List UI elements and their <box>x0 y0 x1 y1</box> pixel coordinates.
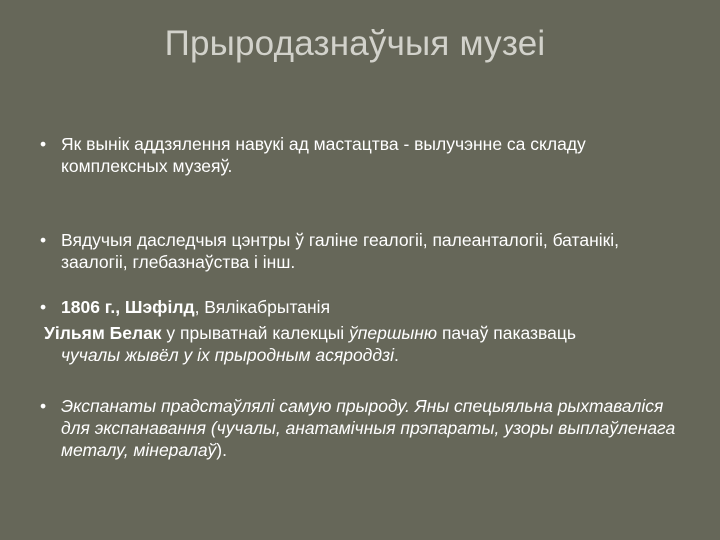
bullet-dot: • <box>40 396 47 416</box>
country-text: , Вялікабрытанія <box>194 297 331 317</box>
paragraph-continuation <box>44 344 694 366</box>
paragraph-text: у прыватнай калекцыі <box>161 323 350 343</box>
bold-person-name: Уільям Белак <box>44 323 162 343</box>
italic-text: чучалы жывёл у іх прыродным асяроддзі <box>61 345 395 365</box>
bullet-text: Як вынік аддзялення навукі ад мастацтва - вылучэнне са складу комплексных музеяў. <box>61 134 586 176</box>
italic-text: ўпершыню <box>349 323 438 343</box>
slide-title: Прыродазнаўчыя музеі <box>164 24 546 63</box>
paragraph-text: ). <box>216 440 227 460</box>
bullet-dot: • <box>40 134 47 154</box>
paragraph-text: пачаў паказваць <box>437 323 577 343</box>
paragraph-bullock <box>44 322 694 366</box>
bold-date-place: 1806 г., Шэфілд <box>61 297 195 317</box>
bullet-dot: • <box>40 297 47 317</box>
italic-text: Экспанаты прадстаўлялі самую прыроду. Яны спецыяльна рыхтаваліся для экспанавання (чучалы, анатамічныя прэпараты, узоры выплаўленага металу, мінералаў <box>61 396 676 460</box>
paragraph-text: . <box>394 345 399 365</box>
bullet-text <box>61 395 686 461</box>
bullet-text <box>61 296 686 318</box>
bullet-dot: • <box>40 230 47 250</box>
bullet-text: Вядучыя даследчыя цэнтры ў галіне геалогіі, палеанталогіі, батанікі, заалогіі, глебазнаўства і інш. <box>61 230 620 272</box>
